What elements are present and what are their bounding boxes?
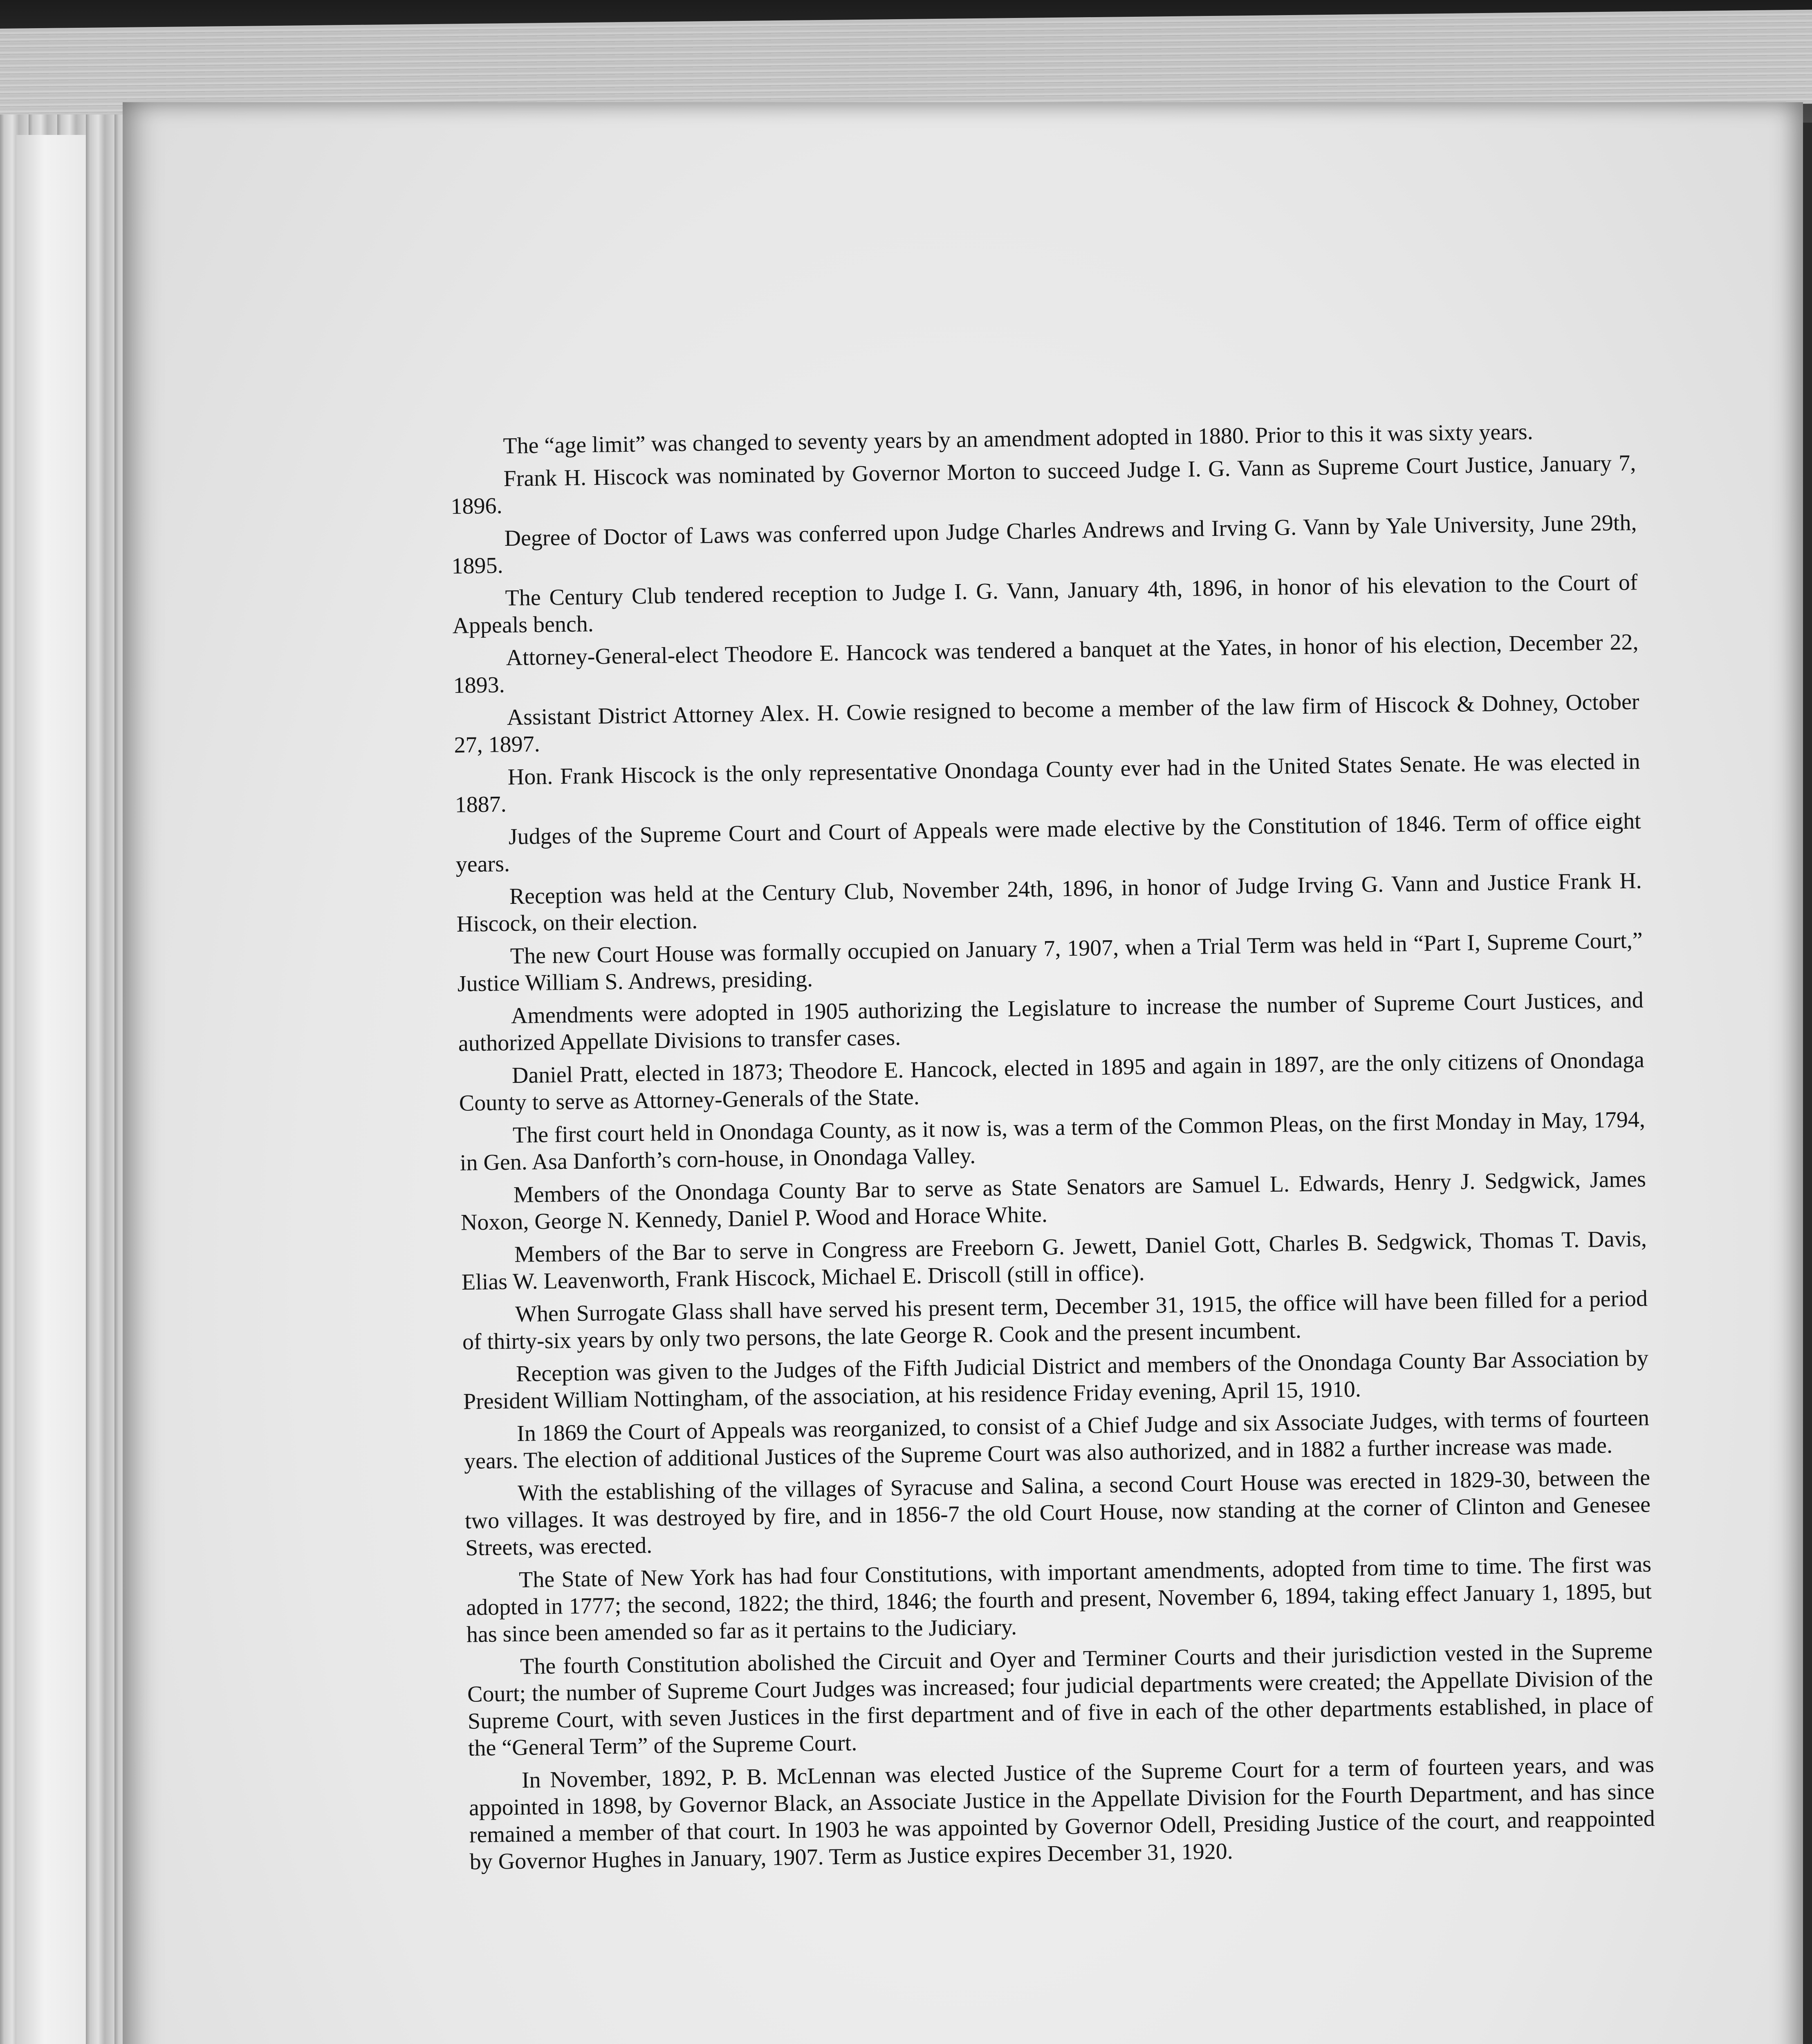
paragraph: Attorney-General-elect Theodore E. Hancock was tendered a banquet at the Yates, in honor of his election, December 22, 1893. bbox=[453, 629, 1639, 698]
paragraph: The new Court House was formally occupied on January 7, 1907, when a Trial Term was held in “Part I, Supreme Court,” Justice William S. Andrews, presiding. bbox=[457, 928, 1643, 997]
page-text-block bbox=[450, 417, 1655, 1881]
paragraph: Members of the Bar to serve in Congress are Freeborn G. Jewett, Daniel Gott, Charles B. Sedgwick, Thomas T. Davis, Elias W. Leavenworth, Frank Hiscock, Michael E. Driscoll (still in office). bbox=[461, 1226, 1647, 1295]
paragraph: Daniel Pratt, elected in 1873; Theodore E. Hancock, elected in 1895 and again in 1897, are the only citizens of Onondaga County to serve as Attorney-Generals of the State. bbox=[459, 1047, 1645, 1116]
paragraph: Amendments were adopted in 1905 authorizing the Legislature to increase the number of Supreme Court Justices, and authorized Appellate Divisions to transfer cases. bbox=[458, 987, 1644, 1056]
paragraph: Hon. Frank Hiscock is the only representative Onondaga County ever had in the United States Senate. He was elected in 1887. bbox=[455, 749, 1640, 818]
paragraph: The Century Club tendered reception to Judge I. G. Vann, January 4th, 1896, in honor of his elevation to the Court of Appeals bench. bbox=[452, 569, 1638, 639]
facing-page-edge bbox=[16, 135, 86, 2044]
paragraph: Reception was held at the Century Club, November 24th, 1896, in honor of Judge Irving G. Vann and Justice Frank H. Hiscock, on their election. bbox=[456, 868, 1642, 937]
paragraph: The “age limit” was changed to seventy years by an amendment adopted in 1880. Prior to this it was sixty years. bbox=[503, 419, 1534, 459]
paragraph: Members of the Onondaga County Bar to serve as State Senators are Samuel L. Edwards, Henry J. Sedgwick, James Noxon, George N. Kennedy, Daniel P. Wood and Horace White. bbox=[460, 1166, 1646, 1235]
paragraph: In November, 1892, P. B. McLennan was elected Justice of the Supreme Court for a term of fourteen years, and was appointed in 1898, by Governor Black, an Associate Justice in the Appellate Division for the Fourth Department, and has since remained a member of that court. In 1903 he was appointed by Governor Odell, Presiding Justice of the court, and reappointed by Governor Hughes in January, 1907. Term as Justice expires December 31, 1920. bbox=[469, 1752, 1655, 1875]
paragraph: When Surrogate Glass shall have served his present term, December 31, 1915, the office will have been filled for a period of thirty-six years by only two persons, the late George R. Cook and the present incumbent. bbox=[462, 1286, 1648, 1355]
paragraph: Judges of the Supreme Court and Court of Appeals were made elective by the Constitution of 1846. Term of office eight years. bbox=[455, 808, 1641, 877]
paragraph: The first court held in Onondaga County, as it now is, was a term of the Common Pleas, on the first Monday in May, 1794, in Gen. Asa Danforth’s corn-house, in Onondaga Valley. bbox=[460, 1107, 1646, 1176]
paragraph: Reception was given to the Judges of the Fifth Judicial District and members of the Onondaga County Bar Association by President William Nottingham, of the association, at his residence Friday evening, April 15, 1910. bbox=[463, 1345, 1649, 1414]
paragraph: Degree of Doctor of Laws was conferred upon Judge Charles Andrews and Irving G. Vann by Yale University, June 29th, 1895. bbox=[451, 510, 1637, 579]
paragraph: The State of New York has had four Constitutions, with important amendments, adopted from time to time. The first was adopted in 1777; the second, 1822; the third, 1846; the fourth and present, November 6, 1894, taking effect January 1, 1895, but has since been amended so far as it pertains to the Judiciary. bbox=[466, 1551, 1652, 1647]
paragraph: The fourth Constitution abolished the Circuit and Oyer and Terminer Courts and their jurisdiction vested in the Supreme Court; the number of Supreme Court Judges was increased; four judicial departments were created; the Appellate Division of the Supreme Court, with seven Justices in the first department and of five in each of the other departments established, in place of the “General Term” of the Supreme Court. bbox=[467, 1638, 1654, 1761]
paragraph: Frank H. Hiscock was nominated by Governor Morton to succeed Judge I. G. Vann as Supreme Court Justice, January 7, 1896. bbox=[451, 450, 1636, 519]
paragraph: In 1869 the Court of Appeals was reorganized, to consist of a Chief Judge and six Associate Judges, with terms of fourteen years. The election of additional Justices of the Supreme Court was also authorized, and in 1882 a further increase was made. bbox=[464, 1405, 1650, 1474]
paragraph: Assistant District Attorney Alex. H. Cowie resigned to become a member of the law firm of Hiscock & Dohney, October 27, 1897. bbox=[454, 689, 1639, 758]
paragraph: With the establishing of the villages of Syracuse and Salina, a second Court House was erected in 1829-30, between the two villages. It was destroyed by fire, and in 1856-7 the old Court House, now standing at the corner of Clinton and Genesee Streets, was erected. bbox=[464, 1465, 1651, 1561]
